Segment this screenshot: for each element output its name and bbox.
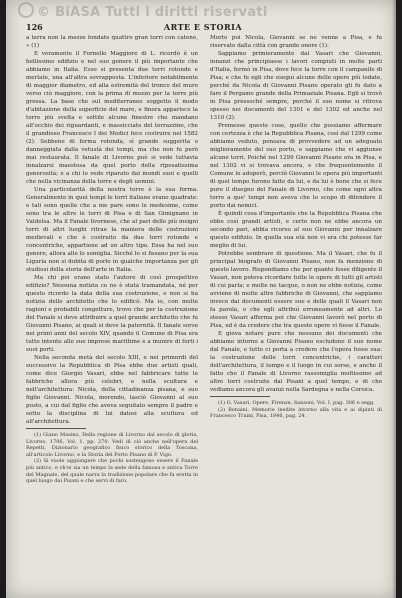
footnote: (2) Bonaini, Memorie inedite intorno alla vita e ai dipinti di Francesco Traini, Pisa, 1846, pag. 24. [210, 406, 382, 420]
footnote-rule [26, 428, 86, 429]
scan-shadow-edge [392, 0, 396, 598]
scanned-page [6, 0, 396, 598]
paragraph: È quindi cosa d'importante che la Repubblica Pisana che ebbe così grandi artisti, e certo non ne ebbe ancora un secondo pari, abbia ricorso al suo Giovanni per innalzare questo edifizio. In quella sua età non vi era chi potesse far meglio di lui. [210, 211, 382, 249]
running-header [26, 22, 380, 34]
copyright-watermark [18, 2, 388, 20]
paragraph: E giova notare pure che nessuno dei documenti che abbiamo intorno a Giovanni Pisano escludono il suo nome dal Fanale, e tutto ci porta a credere che l'opera fosse sua: la costruzione delle torri concentriche, i caratteri dell'architettura, il tempo e il luogo in cui sorse, e anche il fatto che il Fanale di Livorno rassomiglia moltissimo ad altre torri costruite dai Pisani a quel tempo, e di che vediamo ancora gli avanzi nella Sardegna e nella Corsica. [210, 331, 382, 393]
paragraph: Nella seconda metà del secolo XIII, e nei primordi del successivo la Repubblica di Pisa ebbe due artisti quali, come dice Giorgio Vasari, ebbe nel fabbricare tutte le fabbriche allora più celebri, e nella scultura e nell'architettura: Nicola, della cittadinanza pisana, e suo figlio Giovanni. Nicola, morendo, lasciò Giovanni al suo posto, a cui dal figlio che aveva seguitato sempre il padre e sotto la disciplina di lui datosi alla scultura ed all'architettura. [26, 355, 198, 425]
paragraph: Ma chi poi erano stato l'autore di così prospettivo edifizio? Nessuna notizia ce ne è stata tramandata, né per questo ricordo la data della sua costruzione, e non si ha notizia dello architetto che lo edificò. Ma io, con molte ragioni e probabili congetture, trovo che per la costruzione del Fanale si deve attribuire a quel grande architetto che fu Giovanni Pisano, ai quali si deve la paternità. Il fanale sorse nei primi anni del secolo XIV, quando il Comune di Pisa era tutto intento alle sue imprese marittime e a munire di forti i suoi porti. [26, 275, 198, 353]
left-column [26, 34, 198, 558]
right-column [210, 34, 382, 558]
journal-title: ARTE E STORIA [163, 22, 243, 32]
paragraph: Sappiamo primieramente dal Vasari che Giovanni, innanzi che principiasse i lavori compiuti in molte parti d'Italia, fermò in Pisa, dove fece la torre con il campanile di Pisa; e che fu egli che eseguì alcune delle opere più lodate, perché da Nicola di Giovanni Pisano operato gli fu dato a fare il Pergamo grande della Primaziale Pisana. Egli si trovò in Pisa pressoché sempre, perché il suo nome si ritrova spesso nei documenti del 1301 e del 1302 ed anche nel 1310 (2). [210, 51, 382, 121]
paragraph: E veramente il Fornello Maggiore di L. ricordò è un bellissimo edifizio e nel suo genere il più importante che abbiamo in Italia. Esso si presenta due torri rotonde e merlate, una all'altra sovrapposta. L'inferiore notabilmente di maggior diametro, ed alla estremità del tronco del muro verso ciò maggiore, con la prima di mezzo per la torre più grossa. La base che sul mediterraneo soggetto il modo d'abitazione della superficie del mare, e finora apparisce la torre più svelta e sottile alcune finestre che mandano all'occhio dei riguardanti, e massicciate del terrazzino, che il grandioso Francesco I dei Medici fece costruire nel 1582 (2). Sebbene di forma rotonda, sì grande suggerita o danneggiata dalla vetustà dei tempi, ma che non fu però mai restaurata. Il fanale di Livorno può si vede tuttavia innalzarsi maestosa da quel porto della riposatissima generosità; e a chi lo vede riparato dai mondi suoi e quelli che nella vicinanza della torre e degli uomini. [26, 51, 198, 185]
footnote: (1) G. Vasari, Opere, Firenze, Sansoni, Vol. I, pag. 306 e segg. [218, 400, 375, 406]
paragraph: Potrebbe sembrare di questione. Ma il Vasari, che fu il principal biografo di Giovanni Pisano, non fa menzione di questo lavoro. Rispondiamo che per quanto fosse diligente il Vasari, non poteva ricordare tutte le opere di tutti gli artisti di cui parla; e molte ne tacque, o non ne ebbe notizia, come avviene di molte altre fabbriche di Giovanni, che sappiamo invece dai documenti essere sue e delle quali il Vasari non fa parola, o che egli attribuì erroneamente ad altri. Lo stesso Vasari afferma poi che Giovanni lavorò nel porto di Pisa, ed è da credere che tra queste opere vi fosse il Fanale. [210, 251, 382, 329]
paragraph: a terra non la mezze fondate quattro gran torri con catene, » (1) [26, 35, 198, 49]
paragraph: Una particolarità della nostra torre è la sua forma. Generalmente in quei tempi le torri italiane erano quadrate: e tali sono quelle che a me pare sono le medesime, come sono tra le altre le torri di Pisa e di San Gimignano in Valdelsa. Ma il Fanale livornese, che al pari delle più insigni torri di altri luoghi ritrae la maniera delle costruzioni medievali e che è costruito da due torri rotonde e concentriche, appartiene ad un altro tipo. Essa ha nel suo genere, allora alle lo somiglia. Sicché lo si fissano per la sua Liguria non si dubita di porlo in qualche importanza per gli studiosi della storia dell'arte in Italia. [26, 187, 198, 273]
paragraph: Morto poi Nicola, Giovanni se ne venne a Pisa, e fu riservato dalla città con grande onore (1). [210, 35, 382, 49]
footnote-rule [210, 396, 270, 397]
text-columns [26, 34, 382, 558]
page-number: 126 [26, 22, 43, 32]
paragraph: Premesse queste cose, quello che possiamo affermare con certezza è che la Repubblica Pisana, così dal 1299 come abbiamo veduto, pensava di provvedere ad un adeguato miglioramento del suo porto, e sappiamo che vi aggiunse alcune torri. Poiché nel 1299 Giovanni Pisano era in Pisa, e nel 1302 vi si trovava ancora, e che frequentemente il Comune lo adoperò, perciò Giovanni le opera più importanti di quel tempo furono fatte da lui, e da lui è bene che si fece pure il disegno del Fanale di Livorno, che come ogni altra torre a que' tempi non aveva che lo scopo di difendere il porto dai nemici. [210, 123, 382, 209]
footnote: (2) Si vuole aggiungere che pochi sostengono essere il Fanale più antico, e ch'ei sia un tempo la sede della famosa e antica Torre del Magnale, del quale narra la tradizione popolare che fu eretta in quel luogo dai Pisani e che servì di faro. [26, 458, 198, 485]
footnote: (1) Giano Masino, Della regione di Livorno dal secolo di gloria, Livorno, 1706, Vol. 1, pp. 270. Vedi di ciò anche nell'opera del Repetti, Dizionario geografico fisico storico della Toscana, all'articolo Livorno, e la Storia del Porto Pisano di P. Vigo. [26, 432, 198, 458]
watermark-text: © BiASA Tutti i diritti riservati [37, 5, 268, 20]
biasa-logo-icon [18, 2, 34, 18]
